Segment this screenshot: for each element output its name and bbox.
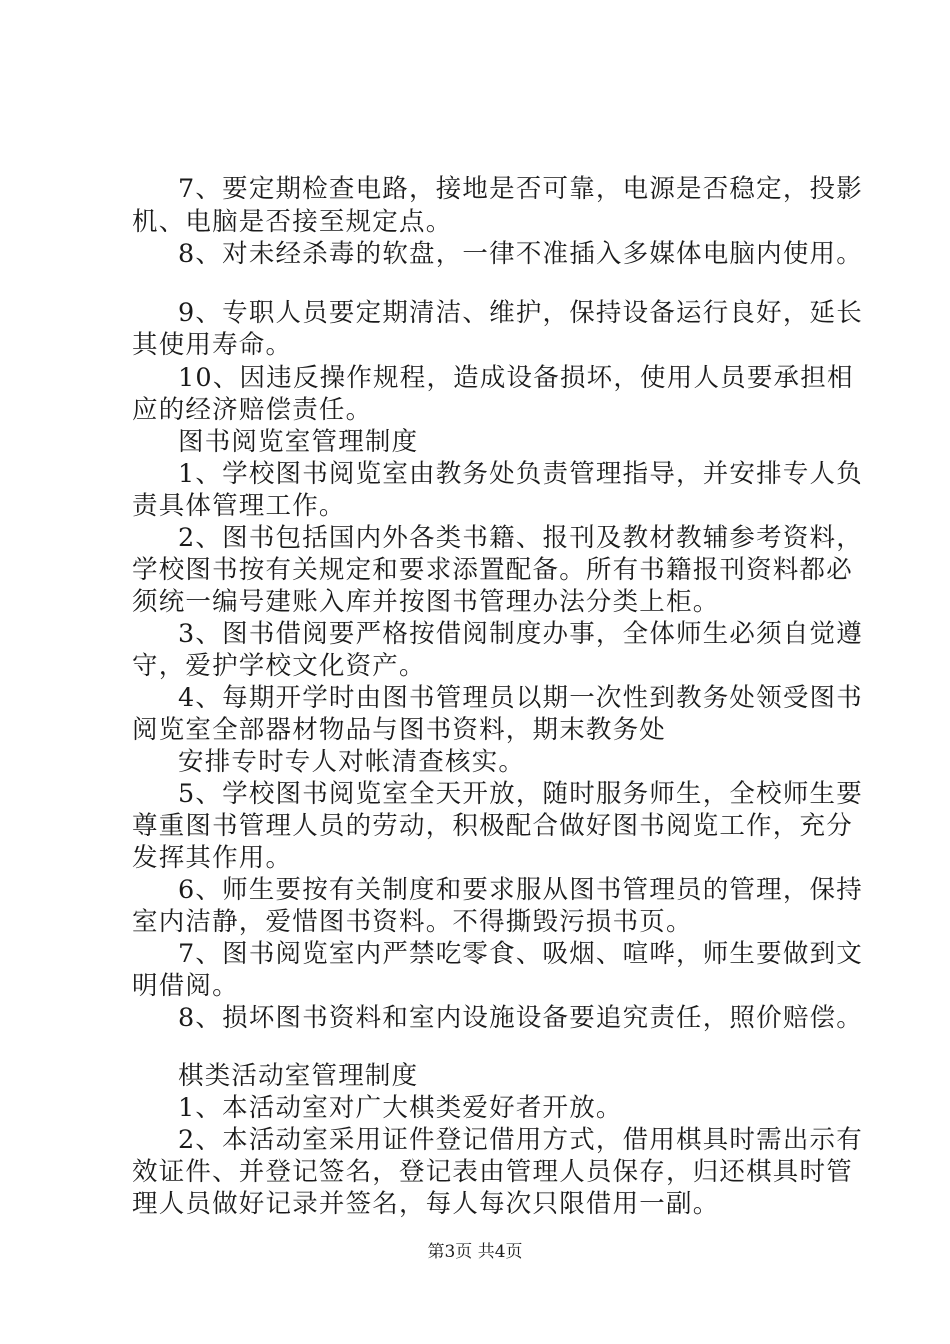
text-line: 明借阅。	[132, 971, 239, 1001]
text-line: 5、学校图书阅览室全天开放，随时服务师生，全校师生要	[178, 779, 863, 809]
section-heading: 图书阅览室管理制度	[178, 427, 419, 457]
text-line: 10、因违反操作规程，造成设备损坏，使用人员要承担相	[178, 363, 854, 393]
text-line: 室内洁静，爱惜图书资料。不得撕毁污损书页。	[132, 907, 693, 937]
text-line: 8、损坏图书资料和室内设施设备要追究责任，照价赔偿。	[178, 1003, 863, 1033]
text-line: 发挥其作用。	[132, 843, 293, 873]
text-line: 机、电脑是否接至规定点。	[132, 207, 453, 237]
text-line: 阅览室全部器材物品与图书资料，期末教务处	[132, 715, 667, 745]
text-line: 1、本活动室对广大棋类爱好者开放。	[178, 1093, 623, 1123]
text-line: 其使用寿命。	[132, 330, 293, 360]
text-line: 学校图书按有关规定和要求添置配备。所有书籍报刊资料都必	[132, 555, 853, 585]
text-line: 须统一编号建账入库并按图书管理办法分类上柜。	[132, 587, 720, 617]
text-line: 7、图书阅览室内严禁吃零食、吸烟、喧哗，师生要做到文	[178, 939, 863, 969]
page-footer: 第3页 共4页	[427, 1242, 523, 1262]
text-line: 安排专时专人对帐清查核实。	[178, 747, 526, 777]
text-line: 7、要定期检查电路，接地是否可靠，电源是否稳定，投影	[178, 174, 863, 204]
text-line: 2、本活动室采用证件登记借用方式，借用棋具时需出示有	[178, 1125, 863, 1155]
text-line: 应的经济赔偿责任。	[132, 395, 373, 425]
text-line: 8、对未经杀毒的软盘，一律不准插入多媒体电脑内使用。	[178, 239, 863, 269]
section-heading: 棋类活动室管理制度	[178, 1061, 419, 1091]
text-line: 6、师生要按有关制度和要求服从图书管理员的管理，保持	[178, 875, 863, 905]
text-line: 尊重图书管理人员的劳动，积极配合做好图书阅览工作，充分	[132, 811, 853, 841]
text-line: 效证件、并登记签名，登记表由管理人员保存，归还棋具时管	[132, 1157, 853, 1187]
text-line: 4、每期开学时由图书管理员以期一次性到教务处领受图书	[178, 683, 863, 713]
text-line: 9、专职人员要定期清洁、维护，保持设备运行良好，延长	[178, 298, 863, 328]
text-line: 3、图书借阅要严格按借阅制度办事，全体师生必须自觉遵	[178, 619, 863, 649]
text-line: 责具体管理工作。	[132, 491, 346, 521]
text-line: 理人员做好记录并签名，每人每次只限借用一副。	[132, 1189, 720, 1219]
text-line: 2、图书包括国内外各类书籍、报刊及教材教辅参考资料，	[178, 523, 863, 553]
text-line: 守，爱护学校文化资产。	[132, 651, 426, 681]
text-line: 1、学校图书阅览室由教务处负责管理指导，并安排专人负	[178, 459, 863, 489]
